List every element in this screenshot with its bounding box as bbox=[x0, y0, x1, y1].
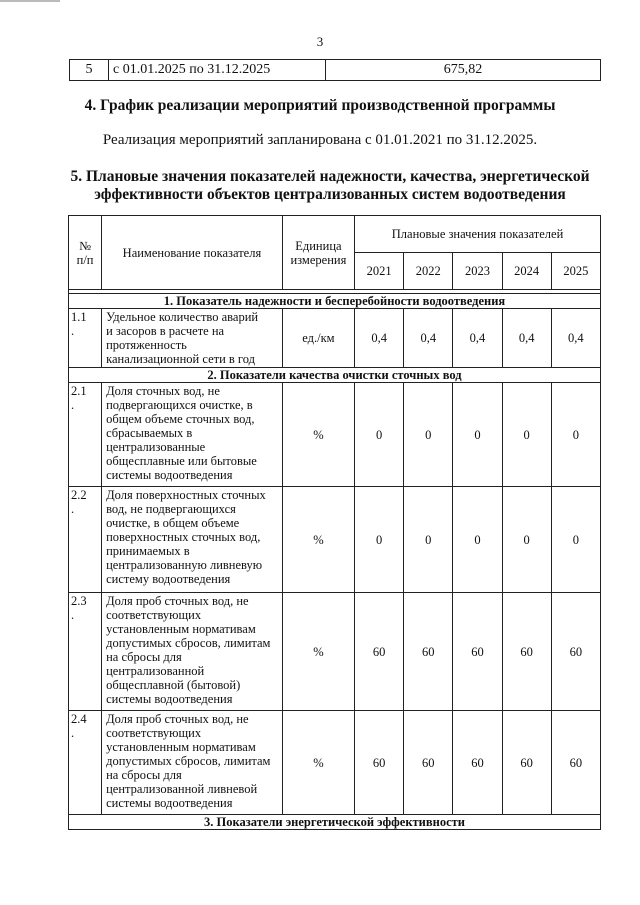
value-2024: 0,4 bbox=[502, 309, 551, 368]
header-unit-line1: Единица bbox=[295, 238, 342, 253]
value-2025: 60 bbox=[551, 593, 600, 711]
header-unit bbox=[282, 216, 354, 290]
indicator-name bbox=[102, 309, 283, 368]
indicator-name-line: сбрасываемых в bbox=[106, 426, 193, 440]
value-2021: 60 bbox=[355, 593, 404, 711]
section-5-heading-line2: эффективности объектов централизованных систем водоотведения bbox=[94, 186, 566, 203]
scan-edge-mark bbox=[0, 0, 60, 2]
indicator-name bbox=[102, 593, 283, 711]
value-2022: 0,4 bbox=[404, 309, 453, 368]
value-2022: 0 bbox=[404, 487, 453, 593]
unit: ед./км bbox=[282, 309, 354, 368]
indicator-name-line: централизованной bbox=[106, 664, 205, 678]
indicator-name-line: протяженность bbox=[106, 338, 187, 352]
value-2023: 0,4 bbox=[453, 309, 502, 368]
value-2024: 60 bbox=[502, 711, 551, 815]
header-year: 2025 bbox=[551, 253, 600, 290]
group-row bbox=[69, 368, 601, 383]
value-2023: 60 bbox=[453, 711, 502, 815]
header-number-line1: № bbox=[79, 238, 92, 253]
indicators-table bbox=[68, 215, 601, 830]
unit: % bbox=[282, 487, 354, 593]
indicator-name-line: общесплавные или бытовые bbox=[106, 454, 257, 468]
row-number bbox=[69, 383, 102, 487]
header-year: 2021 bbox=[355, 253, 404, 290]
section-4-text: Реализация мероприятий запланирована с 01.01.2021 по 31.12.2025. bbox=[102, 132, 538, 148]
table-row bbox=[70, 60, 601, 81]
table-row bbox=[69, 383, 601, 487]
value-2025: 0 bbox=[551, 487, 600, 593]
period-range: с 01.01.2025 по 31.12.2025 bbox=[109, 60, 326, 81]
indicator-name-line: Удельное количество аварий bbox=[106, 310, 259, 324]
indicator-name-line: подвергающихся очистке, в bbox=[106, 398, 253, 412]
indicator-name-line: систему водоотведения bbox=[106, 572, 231, 586]
value-2022: 0 bbox=[404, 383, 453, 487]
header-year: 2022 bbox=[404, 253, 453, 290]
indicator-name-line: Доля проб сточных вод, не bbox=[106, 594, 249, 608]
indicator-name-line: принимаемых в bbox=[106, 544, 190, 558]
indicator-name bbox=[102, 711, 283, 815]
row-number bbox=[69, 593, 102, 711]
indicator-name-line: общесплавной (бытовой) bbox=[106, 678, 241, 692]
value-2021: 0 bbox=[355, 383, 404, 487]
value-2022: 60 bbox=[404, 711, 453, 815]
value-2025: 60 bbox=[551, 711, 600, 815]
group-2-title: 2. Показатели качества очистки сточных вод bbox=[69, 368, 601, 383]
indicator-name-line: на сбросы для bbox=[106, 768, 182, 782]
value-2024: 0 bbox=[502, 383, 551, 487]
value-2021: 0,4 bbox=[355, 309, 404, 368]
indicator-name-line: системы водоотведения bbox=[106, 468, 233, 482]
unit: % bbox=[282, 593, 354, 711]
row-number-line1: 2.3 bbox=[71, 594, 87, 608]
header-number-line2: п/п bbox=[76, 252, 94, 267]
header-row bbox=[69, 216, 601, 253]
period-number: 5 bbox=[70, 60, 109, 81]
group-row bbox=[69, 815, 601, 830]
indicator-name-line: поверхностных сточных вод, bbox=[106, 530, 261, 544]
value-2023: 60 bbox=[453, 593, 502, 711]
row-number-line1: 2.4 bbox=[71, 712, 87, 726]
page-number: 3 bbox=[316, 34, 324, 49]
group-1-title: 1. Показатель надежности и бесперебойности водоотведения bbox=[69, 294, 601, 309]
indicator-name-line: допустимых сбросов, лимитам bbox=[106, 754, 271, 768]
indicator-name-line: на сбросы для bbox=[106, 650, 182, 664]
header-number bbox=[69, 216, 102, 290]
row-number bbox=[69, 487, 102, 593]
row-number-line2: . bbox=[71, 398, 75, 412]
period-value: 675,82 bbox=[326, 60, 601, 81]
indicator-name-line: общем объеме сточных вод, bbox=[106, 412, 255, 426]
row-number-line1: 2.1 bbox=[71, 384, 87, 398]
indicator-name bbox=[102, 487, 283, 593]
indicator-name-line: установленным нормативам bbox=[106, 740, 256, 754]
row-number bbox=[69, 711, 102, 815]
section-4-heading: 4. График реализации мероприятий производственной программы bbox=[84, 97, 556, 114]
indicator-name-line: централизованные bbox=[106, 440, 206, 454]
value-2025: 0,4 bbox=[551, 309, 600, 368]
indicator-name-line: и засоров в расчете на bbox=[106, 324, 225, 338]
table-row bbox=[69, 309, 601, 368]
indicator-name bbox=[102, 383, 283, 487]
indicator-name-line: соответствующих bbox=[106, 608, 202, 622]
table-row bbox=[69, 593, 601, 711]
tariff-period-table bbox=[69, 59, 601, 81]
group-3-title: 3. Показатели энергетической эффективности bbox=[69, 815, 601, 830]
table-row bbox=[69, 711, 601, 815]
value-2022: 60 bbox=[404, 593, 453, 711]
section-5-heading bbox=[60, 168, 600, 204]
value-2024: 0 bbox=[502, 487, 551, 593]
indicator-name-line: Доля сточных вод, не bbox=[106, 384, 220, 398]
indicator-name-line: установленным нормативам bbox=[106, 622, 256, 636]
section-5-heading-line1: 5. Плановые значения показателей надежности, качества, энергетической bbox=[70, 168, 590, 185]
value-2025: 0 bbox=[551, 383, 600, 487]
indicator-name-line: канализационной сети в год bbox=[106, 352, 255, 366]
indicator-name-line: системы водоотведения bbox=[106, 796, 233, 810]
header-year: 2024 bbox=[502, 253, 551, 290]
indicator-name-line: централизованной ливневой bbox=[106, 782, 258, 796]
row-number-line2: . bbox=[71, 726, 75, 740]
indicator-name-line: соответствующих bbox=[106, 726, 202, 740]
value-2023: 0 bbox=[453, 383, 502, 487]
row-number-line2: . bbox=[71, 608, 75, 622]
value-2024: 60 bbox=[502, 593, 551, 711]
indicator-name-line: вод, не подвергающихся bbox=[106, 502, 236, 516]
row-number-line2: . bbox=[71, 502, 75, 516]
group-row bbox=[69, 294, 601, 309]
table-row bbox=[69, 487, 601, 593]
header-name: Наименование показателя bbox=[102, 216, 283, 290]
row-number-line1: 2.2 bbox=[71, 488, 87, 502]
indicator-name-line: централизованную ливневую bbox=[106, 558, 263, 572]
value-2023: 0 bbox=[453, 487, 502, 593]
value-2021: 60 bbox=[355, 711, 404, 815]
header-year: 2023 bbox=[453, 253, 502, 290]
row-number-line1: 1.1 bbox=[71, 310, 87, 324]
row-number-line2: . bbox=[71, 324, 75, 338]
indicator-name-line: очистке, в общем объеме bbox=[106, 516, 240, 530]
indicator-name-line: системы водоотведения bbox=[106, 692, 233, 706]
indicator-name-line: Доля проб сточных вод, не bbox=[106, 712, 249, 726]
indicator-name-line: Доля поверхностных сточных bbox=[106, 488, 266, 502]
unit: % bbox=[282, 383, 354, 487]
header-unit-line2: измерения bbox=[290, 252, 347, 267]
row-number bbox=[69, 309, 102, 368]
value-2021: 0 bbox=[355, 487, 404, 593]
header-planned: Плановые значения показателей bbox=[355, 216, 601, 253]
indicator-name-line: допустимых сбросов, лимитам bbox=[106, 636, 271, 650]
unit: % bbox=[282, 711, 354, 815]
